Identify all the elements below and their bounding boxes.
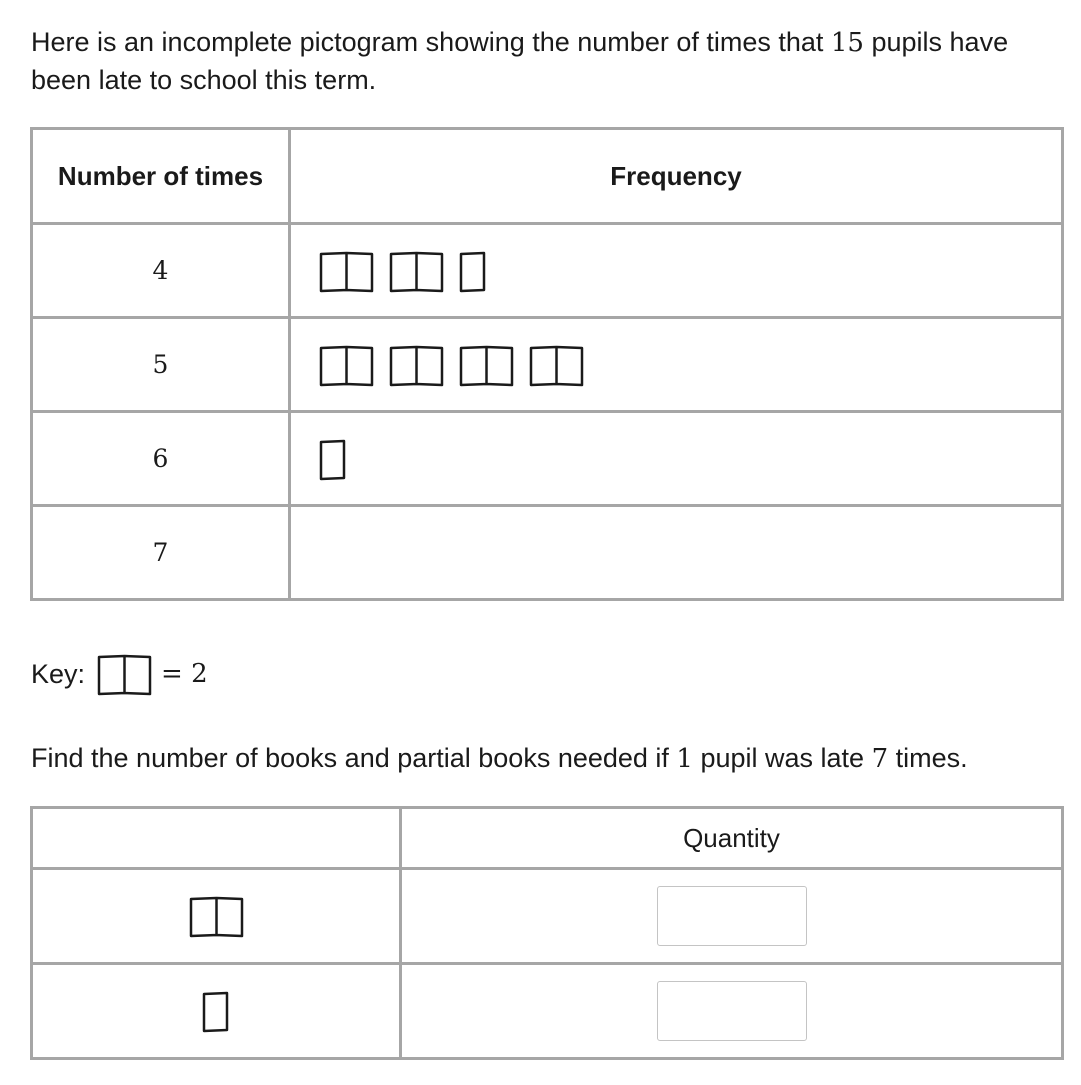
frequency-cell (290, 412, 1063, 506)
pictogram-row (32, 506, 1063, 600)
pictogram-table (30, 127, 1064, 601)
key (31, 652, 208, 696)
times-value: 5 (32, 318, 290, 412)
half-book-icon (318, 437, 348, 481)
open-book-icon (96, 652, 153, 696)
open-book-icon (318, 249, 375, 293)
open-book-icon (318, 343, 375, 387)
header-frequency: Frequency (290, 129, 1063, 224)
answer-row-half-book (32, 964, 1063, 1059)
half-book-icon (458, 249, 488, 293)
times-value: 4 (32, 224, 290, 318)
frequency-cell (290, 506, 1063, 600)
header-quantity: Quantity (401, 808, 1063, 869)
open-book-icon (388, 343, 445, 387)
times-value: 7 (32, 506, 290, 600)
header-icon-column (32, 808, 401, 869)
pictogram-row (32, 412, 1063, 506)
header-number-of-times: Number of times (32, 129, 290, 224)
pupil-count: 15 (830, 28, 864, 58)
key-value: = 2 (161, 659, 208, 689)
half-book-quantity-input[interactable] (657, 981, 807, 1041)
full-book-quantity-input[interactable] (657, 886, 807, 946)
half-book-icon (201, 989, 231, 1033)
frequency-cell (290, 318, 1063, 412)
times-value: 6 (32, 412, 290, 506)
frequency-cell (290, 224, 1063, 318)
answer-table (30, 806, 1064, 1060)
open-book-icon (458, 343, 515, 387)
answer-row-full-book (32, 869, 1063, 964)
intro-text: Here is an incomplete pictogram showing the number of times that 15 pupils have been late to school this term. (31, 27, 1009, 95)
pictogram-row (32, 224, 1063, 318)
open-book-icon (188, 894, 245, 938)
open-book-icon (388, 249, 445, 293)
question-text: Find the number of books and partial books needed if 1 pupil was late 7 times. (31, 743, 968, 774)
key-label: Key: (31, 658, 86, 689)
open-book-icon (528, 343, 585, 387)
pictogram-row (32, 318, 1063, 412)
